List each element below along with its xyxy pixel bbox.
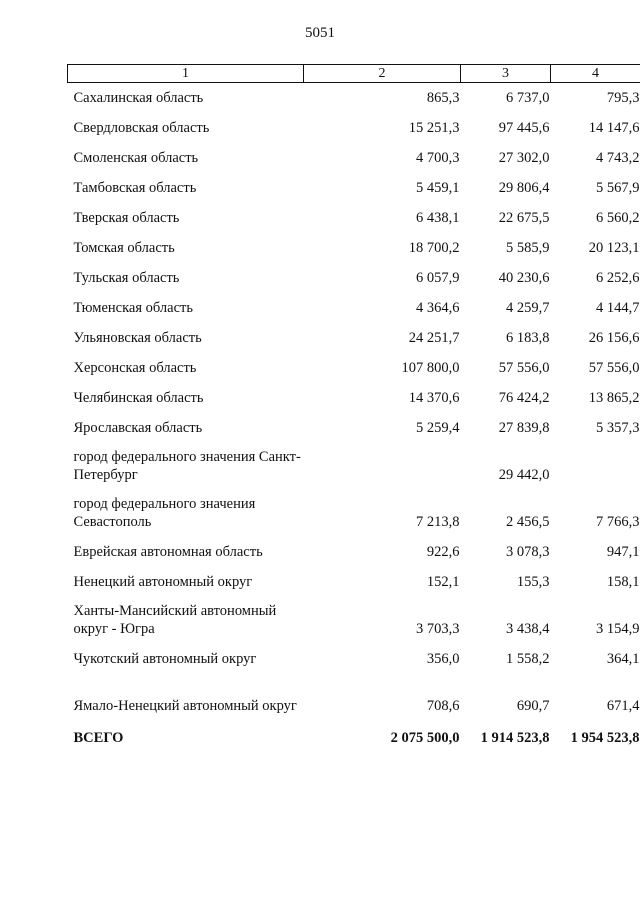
table-row: [68, 197, 640, 227]
table-row: [68, 484, 640, 531]
region-name: Ямало-Ненецкий автономный округ: [73, 698, 297, 714]
value-col-3: 155,3: [516, 574, 550, 590]
value-col-4: 4 144,7: [596, 300, 640, 316]
region-name: Тамбовская область: [73, 180, 197, 196]
region-name: Томская область: [73, 240, 175, 256]
value-col-4: 5 357,3: [596, 420, 640, 436]
region-name: Смоленская область: [73, 150, 199, 166]
value-col-4: 4 743,2: [596, 150, 640, 166]
table-row: [68, 591, 640, 638]
region-name: Челябинская область: [73, 390, 204, 406]
value-col-3: 97 445,6: [498, 120, 550, 136]
table-row: [68, 227, 640, 257]
value-col-4: 57 556,0: [588, 360, 640, 376]
value-col-2: 152,1: [426, 574, 460, 590]
value-col-3: 2 456,5: [506, 514, 550, 530]
page-number: 5051: [305, 25, 335, 41]
total-row: [68, 715, 640, 747]
value-col-2: 5 459,1: [416, 180, 460, 196]
value-col-2: 4 700,3: [416, 150, 460, 166]
region-name: Еврейская автономная область: [73, 544, 263, 560]
value-col-3: 4 259,7: [506, 300, 550, 316]
table-row: [68, 167, 640, 197]
value-col-2: 3 703,3: [416, 621, 460, 637]
value-col-3: 40 230,6: [498, 270, 550, 286]
value-col-3: 76 424,2: [498, 390, 550, 406]
value-col-4: 5 567,9: [596, 180, 640, 196]
region-name: Ульяновская область: [73, 330, 202, 346]
region-name: Херсонская область: [73, 360, 197, 376]
value-col-3: 57 556,0: [498, 360, 550, 376]
value-col-4: [551, 437, 640, 484]
table-row: [68, 561, 640, 591]
value-col-3: 6 183,8: [506, 330, 550, 346]
table-row: [68, 287, 640, 317]
column-header-4: 4: [551, 65, 640, 83]
value-col-2: 708,6: [426, 698, 460, 714]
value-col-4: 3 154,9: [596, 621, 640, 637]
value-col-2: 6 057,9: [416, 270, 460, 286]
table-row: [68, 531, 640, 561]
total-col-3: 1 914 523,8: [480, 730, 550, 746]
value-col-4: 7 766,3: [596, 514, 640, 530]
table-row: [68, 317, 640, 347]
value-col-3: 690,7: [516, 698, 550, 714]
value-col-4: 947,1: [606, 544, 640, 560]
table-row: [68, 638, 640, 668]
header-row: [68, 65, 640, 83]
value-col-2: 922,6: [426, 544, 460, 560]
total-label: ВСЕГО: [73, 730, 124, 746]
value-col-3: 22 675,5: [498, 210, 550, 226]
value-col-4: 671,4: [606, 698, 640, 714]
value-col-3: 3 078,3: [506, 544, 550, 560]
table-row: [68, 377, 640, 407]
region-name: Сахалинская область: [73, 90, 204, 106]
value-col-2: 865,3: [426, 90, 460, 106]
value-col-4: 158,1: [606, 574, 640, 590]
table-row: [68, 407, 640, 437]
value-col-2: 18 700,2: [408, 240, 460, 256]
value-col-4: 6 560,2: [596, 210, 640, 226]
value-col-2: 356,0: [426, 651, 460, 667]
value-col-3: 27 302,0: [498, 150, 550, 166]
column-header-3: 3: [461, 65, 551, 83]
region-name: город федерального значения Санкт-Петербург: [73, 449, 301, 483]
value-col-4: 14 147,6: [588, 120, 640, 136]
value-col-3: 6 737,0: [506, 90, 550, 106]
region-name: Тюменская область: [73, 300, 193, 316]
value-col-4: 364,1: [606, 651, 640, 667]
value-col-3: 27 839,8: [498, 420, 550, 436]
value-col-2: 7 213,8: [416, 514, 460, 530]
value-col-4: 795,3: [606, 90, 640, 106]
value-col-4: 6 252,6: [596, 270, 640, 286]
value-col-2: 24 251,7: [408, 330, 460, 346]
table-row: [68, 668, 640, 715]
table-row: [68, 437, 640, 484]
region-name: Ханты-Мансийский автономный округ - Югра: [73, 603, 277, 637]
value-col-2: 4 364,6: [416, 300, 460, 316]
budget-table: [67, 64, 640, 747]
table-row: [68, 107, 640, 137]
value-col-4: 26 156,6: [588, 330, 640, 346]
table-body: [68, 83, 640, 748]
table-row: [68, 347, 640, 377]
column-header-1: 1: [68, 65, 304, 83]
value-col-2: 107 800,0: [401, 360, 460, 376]
value-col-3: 1 558,2: [506, 651, 550, 667]
value-col-2: [304, 437, 461, 484]
region-name: Тульская область: [73, 270, 180, 286]
value-col-4: 20 123,1: [588, 240, 640, 256]
region-name: город федерального значения Севастополь: [73, 496, 256, 530]
value-col-3: 29 442,0: [498, 467, 550, 483]
value-col-2: 15 251,3: [408, 120, 460, 136]
region-name: Свердловская область: [73, 120, 210, 136]
value-col-3: 3 438,4: [506, 621, 550, 637]
value-col-2: 5 259,4: [416, 420, 460, 436]
value-col-2: 14 370,6: [408, 390, 460, 406]
value-col-3: 5 585,9: [506, 240, 550, 256]
region-name: Тверская область: [73, 210, 180, 226]
region-name: Ненецкий автономный округ: [73, 574, 253, 590]
table-row: [68, 257, 640, 287]
table-header: [68, 65, 640, 83]
total-col-2: 2 075 500,0: [390, 730, 460, 746]
value-col-4: 13 865,2: [588, 390, 640, 406]
region-name: Чукотский автономный округ: [73, 651, 257, 667]
value-col-2: 6 438,1: [416, 210, 460, 226]
total-col-4: 1 954 523,8: [570, 730, 640, 746]
region-name: Ярославская область: [73, 420, 203, 436]
column-header-2: 2: [304, 65, 461, 83]
table-row: [68, 83, 640, 108]
table-row: [68, 137, 640, 167]
value-col-3: 29 806,4: [498, 180, 550, 196]
